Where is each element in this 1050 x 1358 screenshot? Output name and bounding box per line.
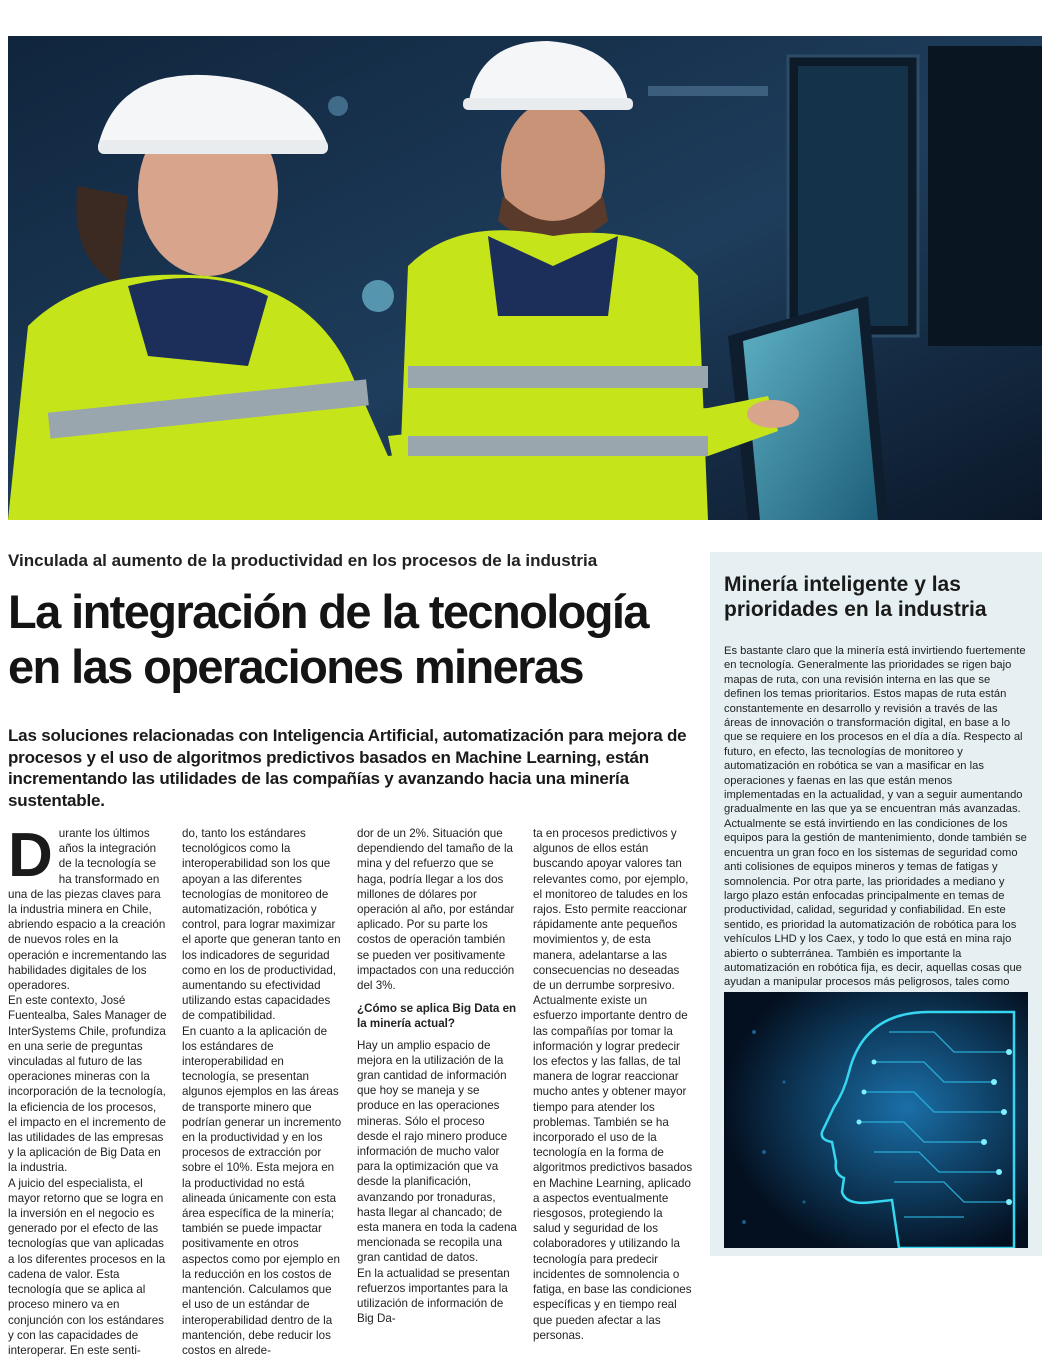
paragraph: A juicio del especialista, el mayor retorno que se logra en la inversión en el negocio es generado por el efecto de las tecnologías que van aplicadas a los diferentes procesos en la cadena de valor. Esta tecnología que se aplica al proceso minero va en conjunción con los estándares y con las capacidades de interoperar. En este senti- <box>8 1176 166 1357</box>
sidebar-box <box>710 552 1042 1256</box>
paragraph: ta en procesos predictivos y algunos de ellos están buscando apoyar valores tan relevantes como, por ejemplo, el monitoreo de taludes en los rajos. Esto permite reaccionar rápidamente ante pequeños movimientos y, de esta manera, adelantarse a las consecuencias no deseadas de un derrumbe sorpresivo. <box>533 827 689 993</box>
engineers-at-control-screen-photo <box>8 36 1042 520</box>
paragraph: urante los últimos años la integración de la tecnología se ha transformado en una de las piezas claves para la industria minera en Chile, abriendo espacio a la creación de nuevos roles en la operación e incrementando las habilidades digitales de los operadores. <box>8 827 167 993</box>
sidebar-title: Minería inteligente y las prioridades en la industria <box>724 573 987 621</box>
paragraph: Actualmente existe un esfuerzo importante dentro de las compañías por tomar la información y lograr predecir los efectos y las fallas, de tal manera de lograr reaccionar mucho antes y obtener mayor tiempo para atender los problemas. También se ha incorporado el uso de la tecnología en la forma de algoritmos predictivos basados en Machine Learning, aplicado a aspectos eventualmente riesgosos, protegiendo la salud y seguridad de los colaboradores y utilizando la tecnología para predecir incidentes de somnolencia o fatiga, en base las condiciones específicas y en tiempo real que pueden afectar a las personas. <box>533 994 693 1342</box>
headline-line-1: La integración de la tecnología <box>8 585 648 638</box>
paragraph: dor de un 2%. Situación que dependiendo del tamaño de la mina y del refuerzo que se haga, podría llegar a los dos millones de dólares por operación al año, por estándar aplicado. Por su parte los costos de operación también se pueden ver positivamente impactados con una reducción del 3%. <box>357 827 515 993</box>
paragraph: En este contexto, José Fuentealba, Sales Manager de InterSystems Chile, profundiza en una serie de preguntas vinculadas al futuro de las operaciones mineras con la incorporación de la tecnología, la eficiencia de los procesos, el impacto en el incremento de las utilidades de las empresas y la aplicación de Big Data en la industria. <box>8 994 167 1175</box>
headline-line-2: en las operaciones mineras <box>8 640 583 693</box>
paragraph: En la actualidad se presentan refuerzos importantes para la utilización de información de Big Da- <box>357 1266 510 1326</box>
article-kicker: Vinculada al aumento de la productividad en los procesos de la industria <box>8 551 598 570</box>
circuit-head-icon <box>724 992 1028 1248</box>
body-column-1 <box>8 821 168 1358</box>
paragraph: En cuanto a la aplicación de los estándares de interoperabilidad en tecnología, se presentan algunos ejemplos en las áreas de transporte minero que podrían generar un incremento en la productividad y en los procesos de extracción por sobre el 10%. Esta mejora en la productividad no está alineada únicamente con esta área específica de la minería; también se puede impactar positivamente en otros aspectos como por ejemplo en la reducción en los costos de mantención. Calculamos que el uso de un estándar de interoperabilidad dentro de la mantención, debe reducir los costos en alrede- <box>182 1024 342 1357</box>
body-column-4 <box>533 826 693 1343</box>
paragraph: Hay un amplio espacio de mejora en la utilización de la gran cantidad de información que hoy se maneja y se produce en las operaciones mineras. Sólo el proceso desde el rajo minero produce información de mucho valor para la optimización que va desde la planificación, avanzando por tronaduras, hasta llegar al chancado; de esta manera en toda la cadena mencionada se recopila una gran cantidad de datos. <box>357 1038 517 1265</box>
body-column-2 <box>182 826 342 1358</box>
section-subhead: ¿Cómo se aplica Big Data en la minería actual? <box>357 1002 517 1031</box>
article-headline <box>8 584 708 694</box>
article-lead: Las soluciones relacionadas con Inteligencia Artificial, automatización para mejora de procesos y el uso de algoritmos predictivos basados en Machine Learning, están incrementando las utilidades de las compañías y avanzando hacia una minería sustentable. <box>8 726 687 810</box>
paragraph: do, tanto los estándares tecnológicos como la interoperabilidad son los que apoyan a las diferentes tecnologías de monitoreo de automatización, robótica y control, para lograr maximizar el aporte que generan tanto en los indicadores de seguridad como en los de productividad, aumentando su efectividad utilizando estas capacidades de compatibilidad. <box>182 827 341 1023</box>
drop-cap: D <box>8 821 53 890</box>
body-column-3 <box>357 826 517 1327</box>
article-body <box>8 821 698 1357</box>
ai-head-illustration <box>724 992 1028 1248</box>
sidebar-text: Es bastante claro que la minería está invirtiendo fuertemente en tecnología. Generalmente las prioridades se rigen bajo mapas de ruta, con una revisión interna en las que se definen los temas prioritarios. Estos mapas de ruta están constantemente en desarrollo y revisión a través de las áreas de innovación o transformación digital, en base a lo que se requiere en los procesos en el día a día. Respecto al futuro, en efecto, las tecnologías de monitoreo y automatización en robótica se van a masificar en las operaciones y faenas en las que están menos implementadas en la actualidad, y van a seguir aumentando gradualmente en las que ya se encuentran más avanzadas. Actualmente se está invirtiendo en las condiciones de los equipos para la gestión de mantenimiento, donde también se encuentra un gran foco en los sistemas de seguridad como anti colisiones de equipos mineros y temas de fatigas y somnolencia. Por otra parte, las prioridades a mediano y largo plazo están enfocadas principalmente en temas de productividad, calidad, seguridad y confiabilidad. En este sentido, es prioridad la automatización de robótica para los vehículos LHD y los Caex, y todo lo que está en mina rajo abierto o subterránea. También es importante la automatización en robótica fija, es decir, aquellas cosas que ayudan a manipular procesos más peligrosos, tales como <box>724 645 1027 989</box>
hero-photo <box>8 36 1042 520</box>
